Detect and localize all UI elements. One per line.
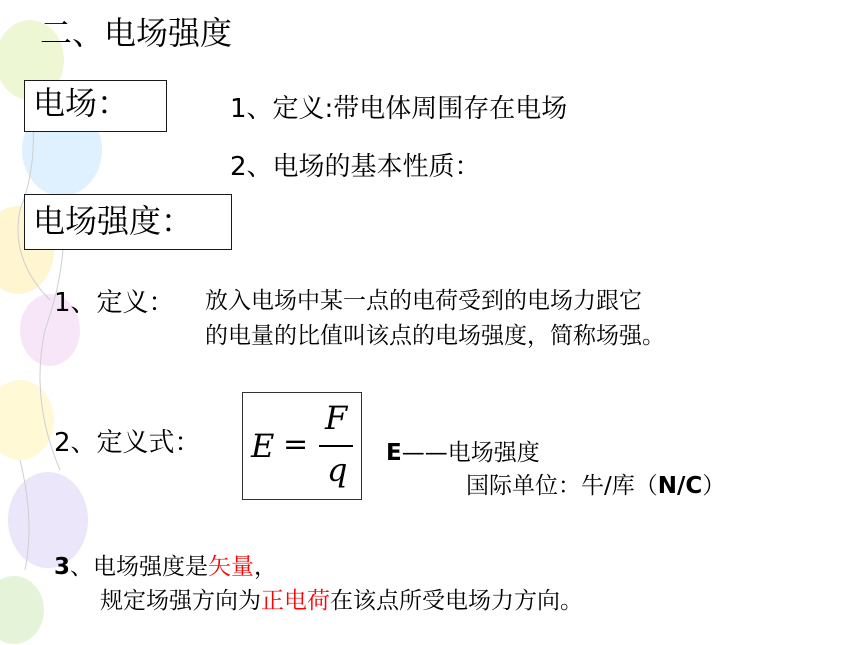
formula-equals: = [283,427,309,462]
vector-highlight: 矢量 [208,554,255,580]
unit-abbr: N/C [657,473,703,499]
direction-prefix: 规定场强方向为 [100,588,261,614]
definition-line-1: 放入电场中某一点的电荷受到的电场力跟它 [205,288,642,314]
unit-line [466,467,725,500]
intensity-box [24,194,232,250]
direction-highlight: 正电荷 [261,588,330,614]
legend-line [386,434,540,467]
vector-end: ， [254,554,278,580]
formula-box [242,392,362,500]
unit-label: 国际单位：牛/库（ [466,473,658,499]
page-title: 二、电场强度 [40,14,233,52]
vector-line [54,548,277,581]
direction-suffix: 在该点所受电场力方向。 [330,588,583,614]
formula-denominator: q [327,451,348,489]
field-item-1-num: 1、 [230,94,273,124]
vector-text: 、电场强度是 [70,554,209,580]
field-box-label: 电场： [33,84,130,122]
legend-symbol: E [386,440,402,466]
definition-line-2: 的电量的比值叫该点的电场强度，简称场强。 [205,323,665,349]
fraction-bar [319,445,353,447]
definition-label: 1、定义： [54,288,175,318]
direction-line [100,582,583,615]
intensity-box-label: 电场强度： [33,202,194,240]
field-item-1 [230,88,567,125]
legend-dash: —— [401,440,448,466]
formula-numerator: F [325,399,348,437]
vector-num: 3 [54,554,71,580]
field-box [24,80,167,132]
legend-meaning: 电场强度 [447,440,540,466]
field-item-2-num: 2、 [230,152,273,182]
field-item-2-text: 电场的基本性质： [272,152,481,182]
formula-lhs: E [251,427,275,465]
formula-label: 2、定义式： [54,428,201,458]
field-item-2 [230,146,481,183]
unit-close: ） [702,473,726,499]
field-item-1-text: 定义:带电体周围存在电场 [272,94,568,124]
